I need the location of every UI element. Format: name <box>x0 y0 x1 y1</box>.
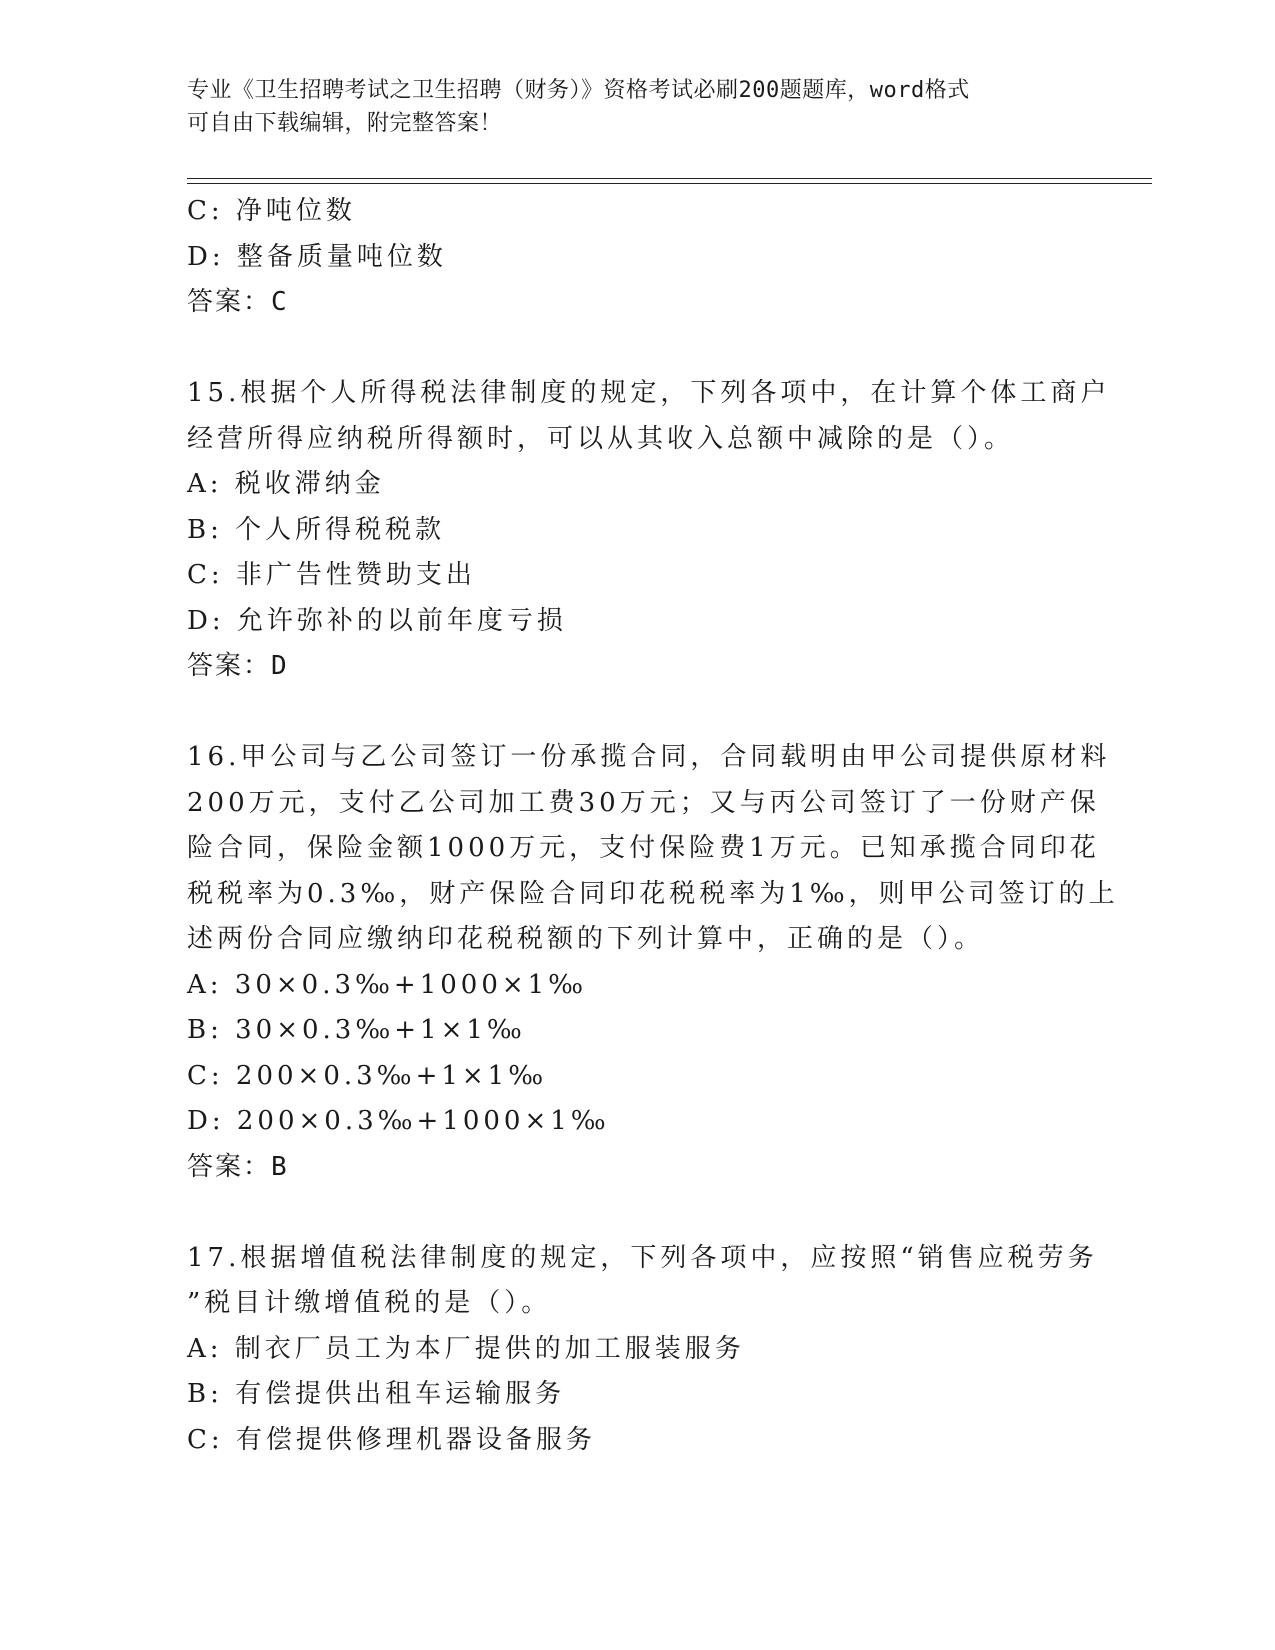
option-d: D: 200×0.3‰+1000×1‰ <box>187 1106 610 1136</box>
spacer <box>187 326 1067 372</box>
option-a: A: 税收滞纳金 <box>187 469 385 499</box>
question-14-tail <box>187 189 1067 326</box>
header-title-line1: 专业《卫生招聘考试之卫生招聘（财务）》资格考试必刷200题题库，word格式 <box>187 78 970 103</box>
option-c: C: 200×0.3‰+1×1‰ <box>187 1060 548 1091</box>
question-17 <box>187 1236 1098 1464</box>
question-text-line: 税税率为0.3‰，财产保险合同印花税税率为1‰，则甲公司签订的上 <box>187 878 1119 909</box>
spacer <box>187 690 1067 736</box>
option-c: C: 有偿提供修理机器设备服务 <box>187 1424 596 1455</box>
question-text-line: 16.甲公司与乙公司签订一份承揽合同，合同载明由甲公司提供原材料 <box>187 742 1111 772</box>
document-header <box>187 74 1067 140</box>
question-16 <box>187 735 1119 1190</box>
answer-line: 答案：D <box>187 651 289 681</box>
option-c: C: 净吨位数 <box>187 196 356 226</box>
option-d: D: 允许弥补的以前年度亏损 <box>187 605 567 636</box>
question-text-line: 经营所得应纳税所得额时，可以从其收入总额中减除的是（）。 <box>187 423 1015 454</box>
option-b: B: 个人所得税税款 <box>187 514 446 545</box>
header-title-line2: 可自由下载编辑，附完整答案！ <box>187 111 503 136</box>
question-text-line: 17.根据增值税法律制度的规定，下列各项中，应按照“销售应税劳务 <box>187 1242 1098 1273</box>
answer-line: 答案：C <box>187 287 289 317</box>
option-a: A: 30×0.3‰+1000×1‰ <box>187 969 588 1000</box>
spacer <box>187 1190 1067 1236</box>
question-text-line: 险合同，保险金额1000万元，支付保险费1万元。已知承揽合同印花 <box>187 833 1100 863</box>
document-body <box>187 189 1119 1463</box>
option-c: C: 非广告性赞助支出 <box>187 560 476 590</box>
question-15 <box>187 371 1111 690</box>
question-text-line: ”税目计缴增值税的是（）。 <box>187 1288 552 1318</box>
option-b: B: 有偿提供出租车运输服务 <box>187 1379 566 1409</box>
answer-line: 答案：B <box>187 1151 289 1182</box>
option-a: A: 制衣厂员工为本厂提供的加工服装服务 <box>187 1333 745 1364</box>
question-text-line: 15.根据个人所得税法律制度的规定，下列各项中，在计算个体工商户 <box>187 378 1111 408</box>
option-b: B: 30×0.3‰+1×1‰ <box>187 1015 526 1045</box>
question-text-line: 述两份合同应缴纳印花税税额的下列计算中，正确的是（）。 <box>187 924 985 954</box>
header-divider-bottom <box>187 183 1152 184</box>
question-text-line: 200万元，支付乙公司加工费30万元；又与丙公司签订了一份财产保 <box>187 787 1100 818</box>
header-divider-top <box>187 178 1152 179</box>
option-d: D: 整备质量吨位数 <box>187 241 447 272</box>
